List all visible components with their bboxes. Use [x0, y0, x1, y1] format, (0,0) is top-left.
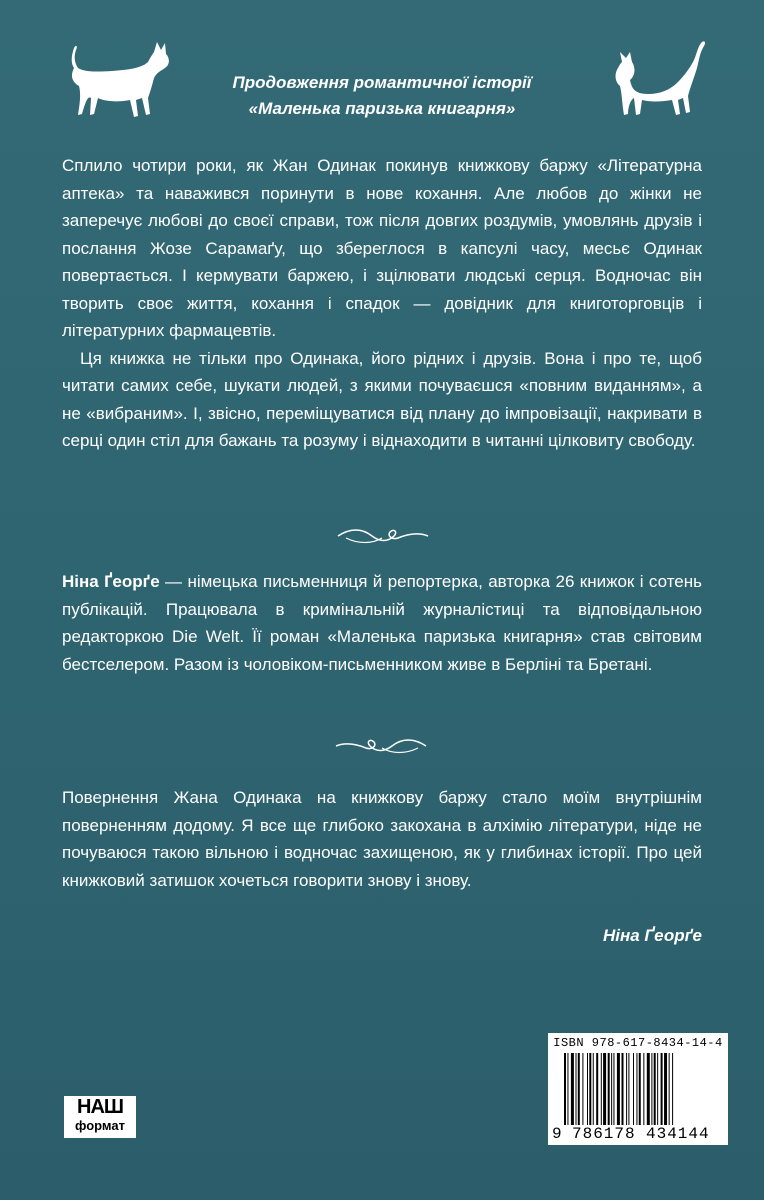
barcode-bar: [589, 1053, 591, 1125]
barcode-bar: [576, 1053, 577, 1125]
barcode-bar: [578, 1053, 580, 1125]
flourish-ornament: [332, 524, 432, 548]
flourish-ornament: [332, 734, 432, 758]
barcode-bar: [608, 1053, 610, 1125]
publisher-logo-line-1: НАШ: [77, 1096, 123, 1118]
tagline-line-2: «Маленька паризька книгарня»: [248, 99, 516, 118]
barcode-bar: [626, 1053, 627, 1125]
barcode-bar: [672, 1053, 673, 1125]
description-paragraph: Сплило чотири роки, як Жан Одинак покинув книжкову баржу «Літературна аптека» та наважився поринути в нове кохання. Але любов до жінки не заперечує любові до своєї справи, тож після довгих роздумів, умовлянь друзів і послання Жозе Сарамаґу, що збереглося в капсулі часу, месьє Одинак повертається. І кермувати баржею, і зцілювати людські серця. Водночас він творить своє життя, кохання і спадок — довідник для книготорговців і літературних фармацевтів.: [62, 156, 702, 340]
barcode-bar: [582, 1053, 583, 1125]
series-tagline: [160, 70, 604, 122]
barcode-bar: [567, 1053, 568, 1125]
barcode-bar: [596, 1053, 598, 1125]
publisher-logo: [64, 1096, 136, 1138]
author-bio-text: — німецька письменниця й репортерка, авторка 26 книжок і сотень публікацій. Працювала в кримінальній журналістиці та відповідальною редакторкою Die Welt. Її роман «Маленька паризька книгарня» став світовим бестселером. Разом із чоловіком-письменником живе в Берліні та Бретані.: [62, 572, 702, 674]
walking-cat-icon: [62, 40, 172, 120]
barcode-bar: [657, 1053, 658, 1125]
barcode-bar: [636, 1053, 637, 1125]
barcode-bar: [571, 1053, 574, 1125]
description-paragraph: Ця книжка не тільки про Одинака, його рідних і друзів. Вона і про те, щоб читати самих себе, шукати людей, з якими почуваєшся «повним виданням», а не «вибраним». І, звісно, переміщуватися від плану до імпровізації, накривати в серці один стіл для бажань та розуму і віднаходити в читанні цілковиту свободу.: [62, 348, 702, 450]
author-bio: [62, 568, 702, 678]
barcode-bar: [651, 1053, 652, 1125]
barcode-digits-right: 434144: [646, 1125, 710, 1143]
barcode-bar: [647, 1053, 650, 1125]
book-description: [62, 152, 702, 455]
barcode-digit-first: 9: [552, 1125, 562, 1143]
barcode-bar: [661, 1053, 663, 1125]
barcode-bar: [654, 1053, 656, 1125]
barcode-bar: [664, 1053, 667, 1125]
publisher-logo-line-2: формат: [75, 1118, 125, 1133]
barcode-bar: [622, 1053, 624, 1125]
barcode-bar: [669, 1053, 670, 1125]
barcode-bar: [639, 1053, 641, 1125]
barcode-bar: [613, 1053, 614, 1125]
barcode-digits-left: 786178: [572, 1125, 636, 1143]
tagline-line-1: Продовження романтичної історії: [232, 73, 532, 92]
barcode-bar: [628, 1053, 629, 1125]
barcode-bar: [633, 1053, 634, 1125]
quote-signature: Ніна Ґеорґе: [602, 926, 702, 945]
barcode-bar: [587, 1053, 588, 1125]
barcode-bar: [564, 1053, 566, 1125]
barcode-bars: [564, 1053, 714, 1125]
author-quote: [62, 784, 702, 894]
isbn-number: ISBN 978-617-8434-14-4: [553, 1036, 723, 1050]
author-name: Ніна Ґеорґе: [62, 572, 160, 591]
barcode-bar: [643, 1053, 644, 1125]
barcode-bar: [617, 1053, 620, 1125]
standing-cat-icon: [608, 38, 708, 118]
barcode-bar: [601, 1053, 602, 1125]
barcode-bar: [593, 1053, 594, 1125]
isbn-barcode: [548, 1033, 728, 1145]
barcode-bar: [611, 1053, 612, 1125]
barcode-bar: [603, 1053, 606, 1125]
quote-text: Повернення Жана Одинака на книжкову баржу стало моїм внутрішнім поверненням додому. Я все ще глибоко закохана в алхімію літератури, ніде не почуваюся такою вільною і водночас захищеною, як у глибинах історії. Про цей книжковий затишок хочеться говорити знову і знову.: [62, 788, 702, 890]
